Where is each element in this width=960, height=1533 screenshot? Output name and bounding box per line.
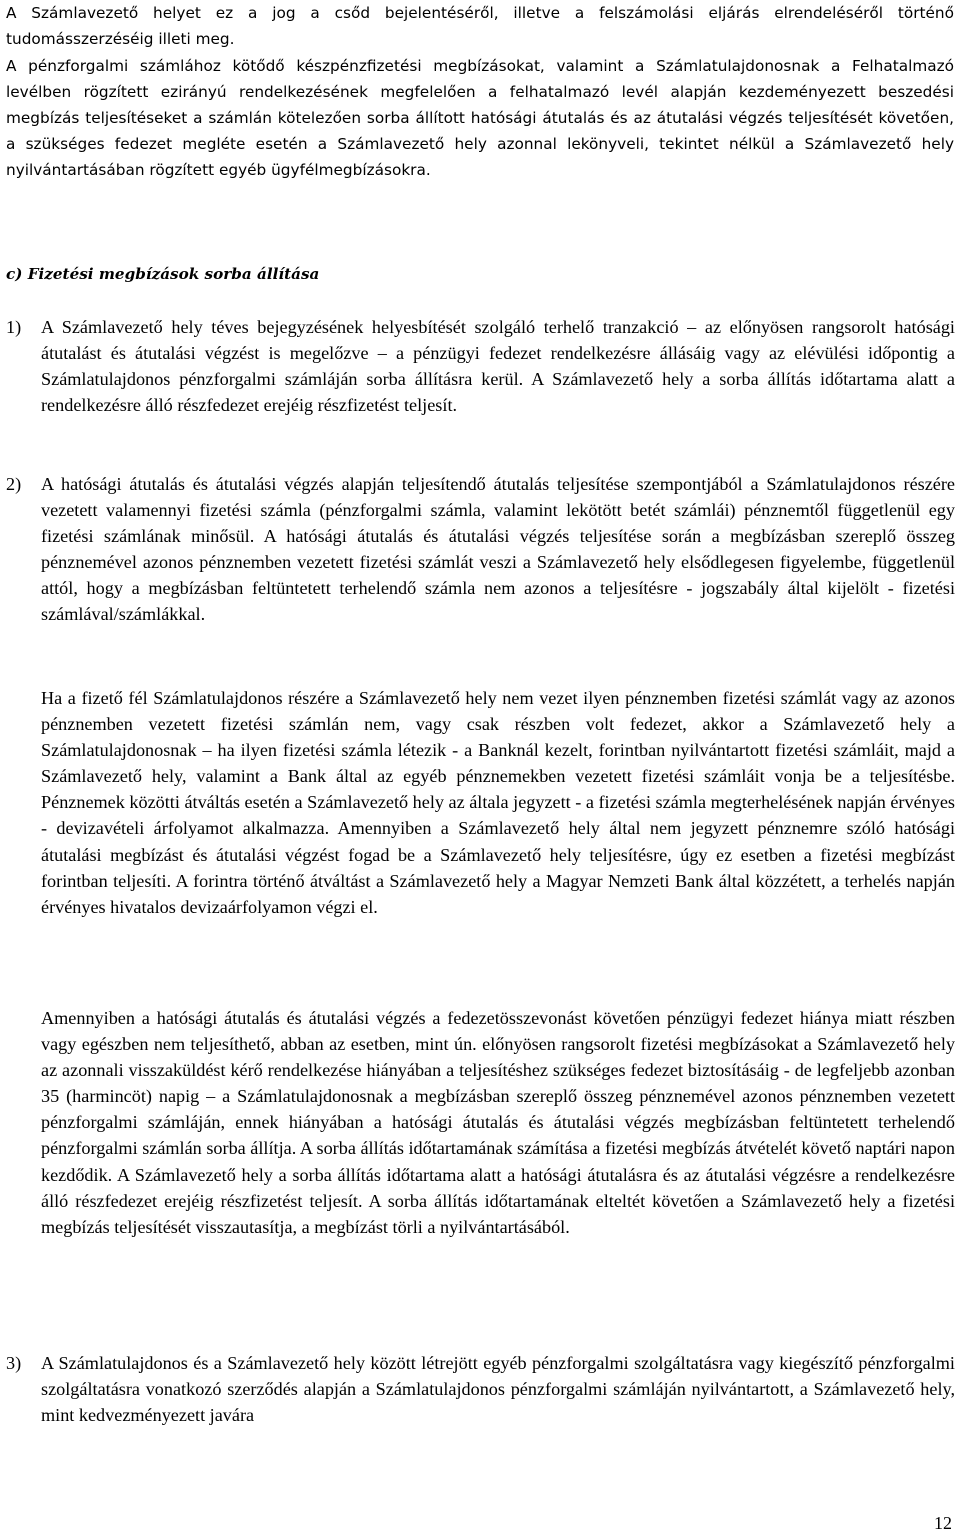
item-2-paragraph-3: Amennyiben a hatósági átutalás és átutalási végzés a fedezetösszevonást követően pénzügyi fedezet hiánya miatt részben vagy egészben nem teljesíthető, abban az esetben, mint ún. előnyösen rangsorolt fizetési megbízásokat a Számlavezető hely az azonnali visszaküldést kérő rendelkezése hiányában a teljesítéshez szükséges fedezet biztosításáig - de legfeljebb azonban 35 (harmincöt) napig – a Számlatulajdonosnak a megbízásban szereplő összeg pénznemével azonos pénznemben vezetett pénzforgalmi számláján, ennek hiányában a hatósági átutalás és átutalási végzés megbízásban feltüntetett terhelendő pénzforgalmi számlán sorba állítja. A sorba állítás időtartamának számítása a fizetési megbízás átvételét követő naptári napon kezdődik. A Számlavezető hely a sorba állítás időtartama alatt a hatósági átutalásra és az átutalási végzésre a rendelkezésre álló részfedezet erejéig részfizetést teljesít. A sorba állítás időtartamának elteltét követően a Számlavezető hely a fizetési megbízás teljesítését visszautasítja, a megbízást törli a nyilvántartásából.: [41, 1008, 955, 1237]
item-3-number: 3): [6, 1353, 22, 1373]
page-number: 12: [934, 1513, 952, 1533]
section-heading: c) Fizetési megbízások sorba állítása: [6, 265, 320, 283]
item-2-text: A hatósági átutalás és átutalási végzés alapján teljesítendő átutalás teljesítése szempontjából a Számlatulajdonos részére vezetett valamennyi fizetési számla (pénzforgalmi számla, valamint lekötött betét számlái) pénznemtől függetlenül egy fizetési számlának minősül. A hatósági átutalás és átutalási végzés teljesítése során a megbízásban szereplő összeg pénznemével azonos pénznemben vezetett fizetési számlát veszi a Számlavezető hely elsődlegesen figyelembe, függetlenül attól, hogy a megbízásban feltüntetett terhelendő számla nem azonos a teljesítésre - jogszabály által kijelölt - fizetési számlával/számlákkal.: [41, 474, 955, 625]
item-1-text: A Számlavezető hely téves bejegyzésének helyesbítését szolgáló terhelő tranzakció – az előnyösen rangsorolt hatósági átutalást és átutalási végzést is megelőzve – a pénzügyi fedezet rendelkezésre állásáig vagy az elévülési időpontig a Számlatulajdonos pénzforgalmi számláján sorba állításra kerül. A Számlavezető hely a sorba állítás időtartama alatt a rendelkezésre álló részfedezet erejéig részfizetést teljesít.: [41, 317, 955, 416]
intro-paragraph-1: A Számlavezető helyet ez a jog a csőd bejelentéséről, illetve a felszámolási eljárás elrendeléséről történő tudomásszerzéséig illeti meg.: [6, 4, 954, 48]
intro-paragraph-2: A pénzforgalmi számlához kötődő készpénzfizetési megbízásokat, valamint a Számlatulajdonosnak a Felhatalmazó levélben rögzített ezirányú rendelkezésének megfelelően a felhatalmazó levél alapján kezdeményezett beszedési megbízás teljesítéseket a számlán kötelezően sorba állított hatósági átutalás és az átutalási végzés teljesítését követően, a szükséges fedezet megléte esetén a Számlavezető hely azonnal lekönyveli, tekintet nélkül a Számlavezető hely nyilvántartásában rögzített egyéb ügyfélmegbízásokra.: [6, 57, 954, 179]
item-1-number: 1): [6, 317, 22, 337]
item-2-number: 2): [6, 474, 22, 494]
item-2-paragraph-2: Ha a fizető fél Számlatulajdonos részére a Számlavezető hely nem vezet ilyen pénznemben fizetési számlát vagy az azonos pénznemben vezetett fizetési számlán nem, vagy csak részben volt fedezet, akkor a Számlavezető hely a Számlatulajdonosnak – ha ilyen fizetési számla létezik - a Banknál kezelt, forintban nyilvántartott fizetési számláit, majd a Számlavezető hely, valamint a Bank által az egyéb pénznemekben vezetett fizetési számláit vonja be a teljesítésbe. Pénznemek közötti átváltás esetén a Számlavezető hely az általa jegyzett - a fizetési számla megterhelésének napján érvényes - devizavételi árfolyamot alkalmazza. Amennyiben a Számlavezető hely által nem jegyzett pénznemre szóló hatósági átutalási megbízást és átutalási végzést fogad be a Számlavezető hely teljesítésre, úgy ez esetben a fizetési megbízást forintban teljesíti. A forintra történő átváltást a Számlavezető hely a Magyar Nemzeti Bank által közzétett, a terhelés napján érvényes hivatalos devizaárfolyamon végzi el.: [41, 688, 955, 917]
item-3-text: A Számlatulajdonos és a Számlavezető hely között létrejött egyéb pénzforgalmi szolgáltatásra vagy kiegészítő pénzforgalmi szolgáltatásra vonatkozó szerződés alapján a Számlatulajdonos pénzforgalmi számláján nyilvántartott, a Számlavezető hely, mint kedvezményezett javára: [41, 1353, 955, 1426]
